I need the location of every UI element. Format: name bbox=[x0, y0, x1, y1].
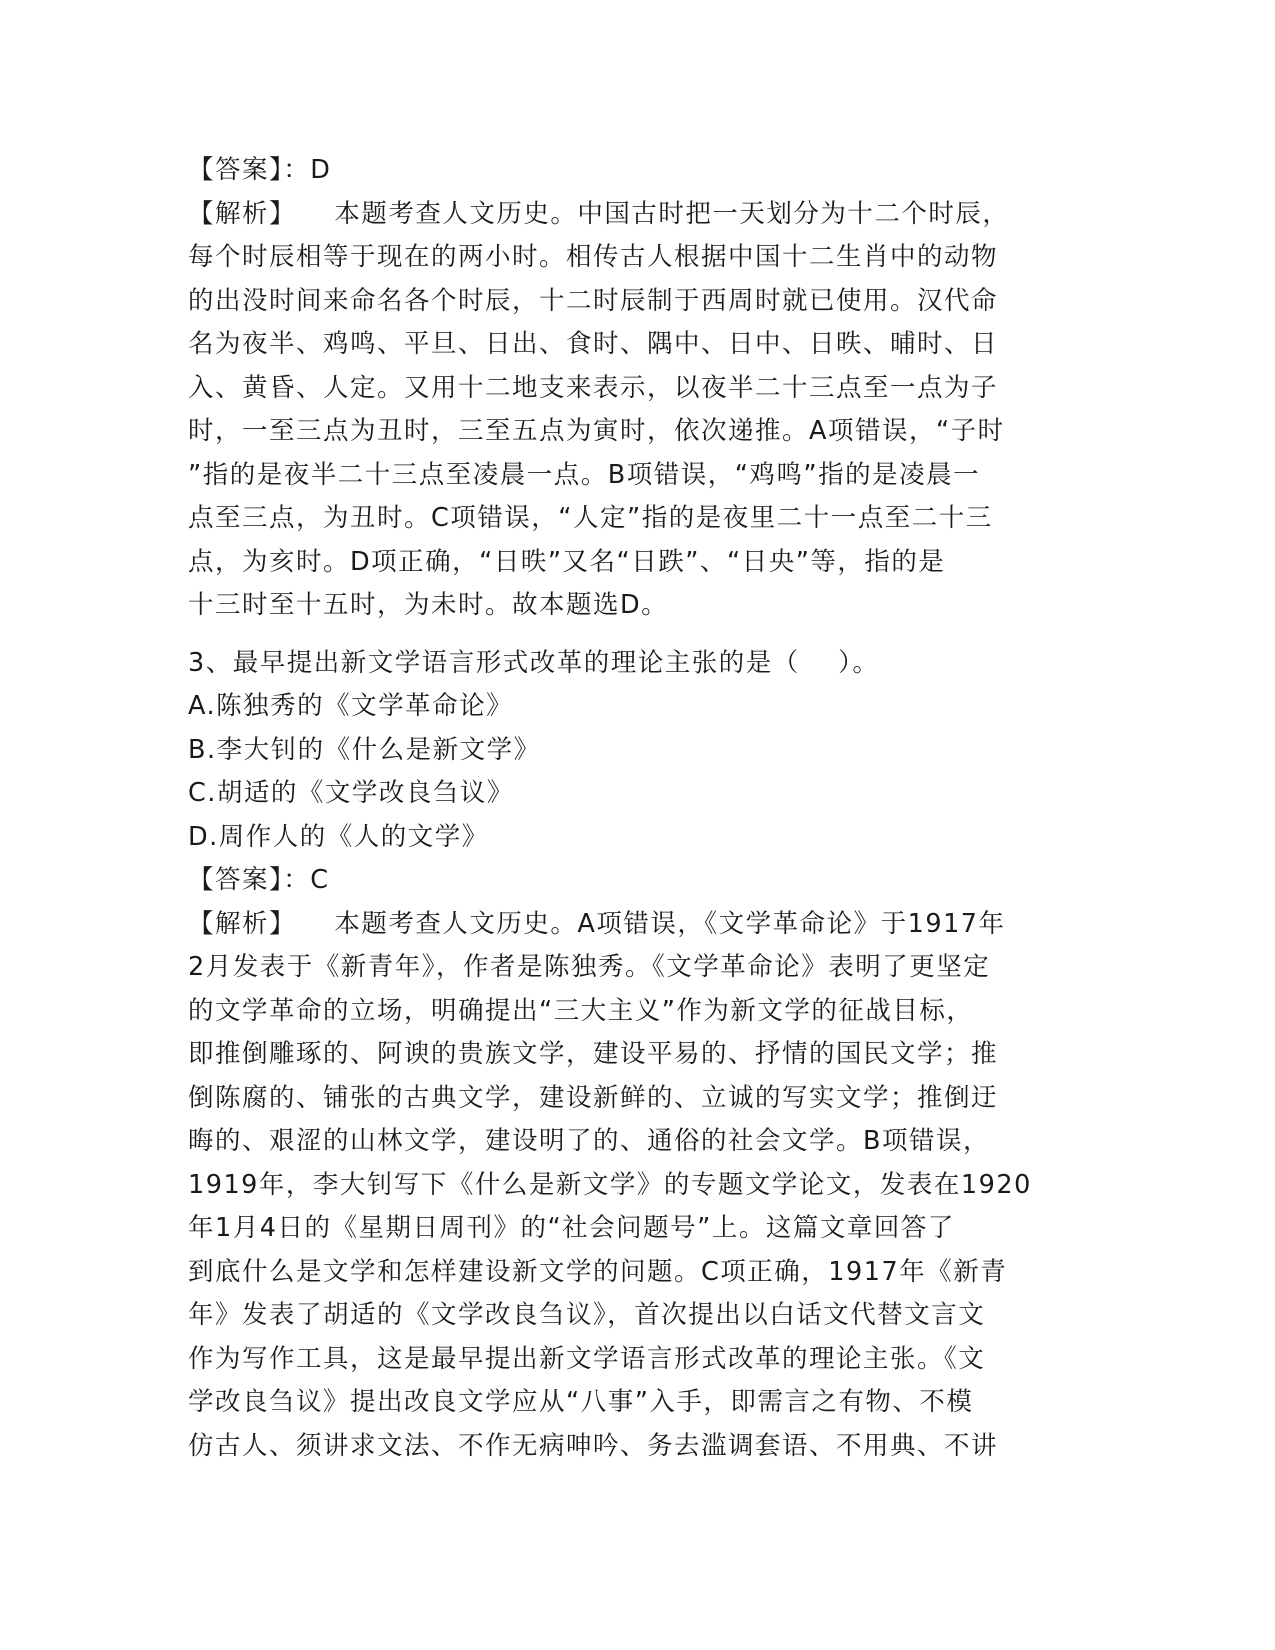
analysis-line: 点至三点，为丑时。C项错误，“人定”指的是夜里二十一点至二十三 bbox=[188, 503, 993, 533]
analysis-line: 入、黄昏、人定。又用十二地支来表示，以夜半二十三点至一点为子 bbox=[188, 372, 999, 403]
analysis-line: 每个时辰相等于现在的两小时。相传古人根据中国十二生肖中的动物 bbox=[188, 242, 999, 272]
option-c: C.胡适的《文学改良刍议》 bbox=[188, 778, 514, 808]
analysis-line: 十三时至十五时，为未时。故本题选D。 bbox=[188, 590, 669, 620]
analysis-line: 的出没时间来命名各个时辰，十二时辰制于西周时就已使用。汉代命 bbox=[188, 285, 999, 316]
answer-line-q2: 【答案】：D bbox=[188, 155, 332, 185]
option-d: D.周作人的《人的文学》 bbox=[188, 821, 489, 852]
question-stem: 3、最早提出新文学语言形式改革的理论主张的是（ ）。 bbox=[188, 647, 880, 678]
analysis-line: 仿古人、须讲求文法、不作无病呻吟、务去滥调套语、不用典、不讲 bbox=[188, 1430, 999, 1461]
document-body bbox=[188, 149, 1073, 1468]
analysis-line: 时，一至三点为丑时，三至五点为寅时，依次递推。A项错误，“子时 bbox=[188, 416, 1005, 446]
analysis-line: 到底什么是文学和怎样建设新文学的问题。C项正确，1917年《新青 bbox=[188, 1256, 1008, 1287]
option-a: A.陈独秀的《文学革命论》 bbox=[188, 691, 514, 721]
analysis-line: 名为夜半、鸡鸣、平旦、日出、食时、隅中、日中、日昳、晡时、日 bbox=[188, 329, 999, 359]
section-gap bbox=[188, 628, 1073, 642]
analysis-line: 晦的、艰涩的山林文学，建设明了的、通俗的社会文学。B项错误， bbox=[188, 1126, 990, 1156]
analysis-line: 【解析】 本题考查人文历史。中国古时把一天划分为十二个时辰， bbox=[188, 198, 1010, 229]
analysis-line: 1919年，李大钊写下《什么是新文学》的专题文学论文，发表在1920 bbox=[188, 1169, 1032, 1200]
analysis-line: 的文学革命的立场，明确提出“三大主义”作为新文学的征战目标， bbox=[188, 995, 974, 1026]
analysis-line: 点，为亥时。D项正确，“日昳”又名“日跌”、“日央”等，指的是 bbox=[188, 546, 946, 577]
answer-line-q3: 【答案】：C bbox=[188, 865, 330, 895]
analysis-line: 即推倒雕琢的、阿谀的贵族文学，建设平易的、抒情的国民文学；推 bbox=[188, 1039, 999, 1069]
analysis-line: 作为写作工具，这是最早提出新文学语言形式改革的理论主张。《文 bbox=[188, 1343, 986, 1374]
analysis-line: 年》发表了胡适的《文学改良刍议》，首次提出以白话文代替文言文 bbox=[188, 1300, 986, 1330]
analysis-line: 年1月4日的《星期日周刊》的“社会问题号”上。这篇文章回答了 bbox=[188, 1213, 955, 1243]
analysis-line: ”指的是夜半二十三点至凌晨一点。B项错误，“鸡鸣”指的是凌晨一 bbox=[188, 459, 981, 490]
analysis-line: 2月发表于《新青年》，作者是陈独秀。《文学革命论》表明了更坚定 bbox=[188, 952, 991, 982]
analysis-line: 学改良刍议》提出改良文学应从“八事”入手，即需言之有物、不模 bbox=[188, 1387, 974, 1417]
analysis-line: 【解析】 本题考查人文历史。A项错误，《文学革命论》于1917年 bbox=[188, 908, 1006, 939]
option-b: B.李大钊的《什么是新文学》 bbox=[188, 734, 541, 765]
analysis-line: 倒陈腐的、铺张的古典文学，建设新鲜的、立诚的写实文学；推倒迂 bbox=[188, 1082, 999, 1113]
